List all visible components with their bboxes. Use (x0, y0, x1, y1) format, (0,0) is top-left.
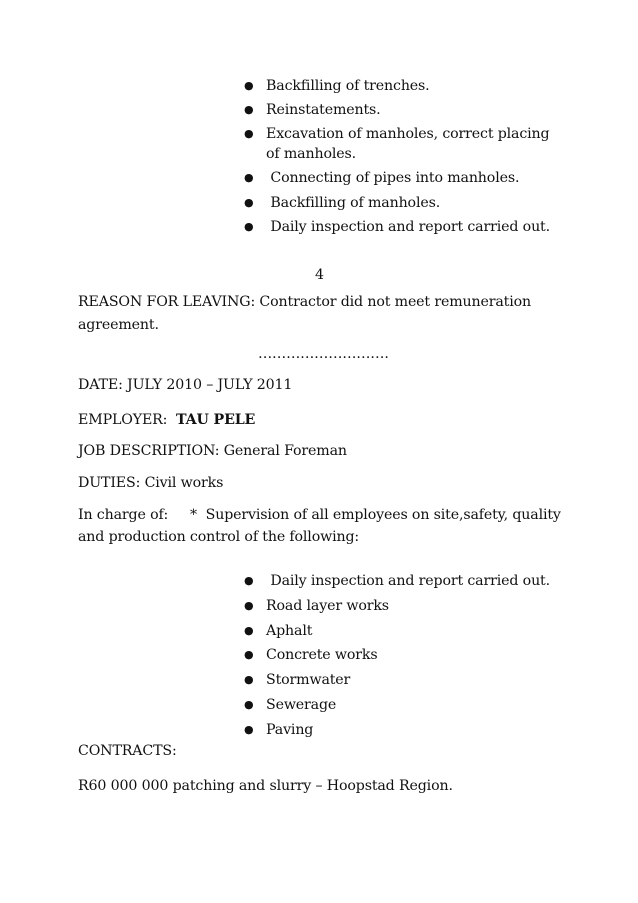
in-charge-line2: and production control of the following: (78, 529, 360, 545)
job-description: JOB DESCRIPTION: General Foreman (78, 443, 347, 459)
reason-for-leaving-line1: REASON FOR LEAVING: Contractor did not meet remuneration (78, 294, 532, 310)
contract-entry: R60 000 000 patching and slurry – Hoopstad Region. (78, 778, 453, 794)
list-item: ● Aphalt (244, 622, 313, 639)
section-separator: ………………………. (258, 346, 389, 362)
bullet-icon: ● (244, 574, 254, 587)
list-item: ● Sewerage (244, 696, 337, 713)
bullet-icon: ● (244, 219, 254, 233)
bullet-icon: ● (244, 127, 254, 141)
bullet-icon: ● (244, 195, 254, 209)
page-number: 4 (315, 267, 324, 283)
bullet-icon: ● (244, 697, 254, 711)
list-item: ● Connecting of pipes into manholes. (244, 170, 520, 187)
reason-for-leaving-line2: agreement. (78, 317, 159, 333)
list-item: ● Reinstatements. (244, 102, 381, 119)
list-item: ● Concrete works (244, 647, 378, 664)
list-item: ● Excavation of manholes, correct placing of manholes. (244, 126, 550, 163)
duties-line: DUTIES: Civil works (78, 475, 224, 491)
bullet-icon: ● (244, 598, 254, 612)
list-item: ● Stormwater (244, 672, 351, 689)
bullet-icon: ● (244, 722, 254, 736)
duties-list-bottom (244, 571, 550, 745)
bullet-icon: ● (244, 103, 254, 117)
list-item: ● Paving (244, 721, 314, 738)
contracts-heading: CONTRACTS: (78, 743, 177, 759)
employer-name: TAU PELE (176, 412, 256, 428)
duties-list-top (244, 76, 566, 241)
employer-line (78, 410, 255, 430)
list-item: ● Daily inspection and report carried out. (244, 573, 550, 589)
list-item: ● Backfilling of trenches. (244, 78, 430, 94)
in-charge-line1: In charge of: * Supervision of all employees on site,safety, quality (78, 507, 561, 523)
bullet-icon: ● (244, 171, 254, 185)
list-item: ● Daily inspection and report carried out. (244, 218, 550, 235)
list-item: ● Backfilling of manholes. (244, 194, 441, 211)
employment-date: DATE: JULY 2010 – JULY 2011 (78, 377, 293, 393)
bullet-icon: ● (244, 623, 254, 637)
employer-label: EMPLOYER: (78, 412, 177, 428)
list-item: ● Road layer works (244, 597, 389, 614)
bullet-icon: ● (244, 648, 254, 662)
bullet-icon: ● (244, 79, 254, 92)
bullet-icon: ● (244, 673, 254, 687)
